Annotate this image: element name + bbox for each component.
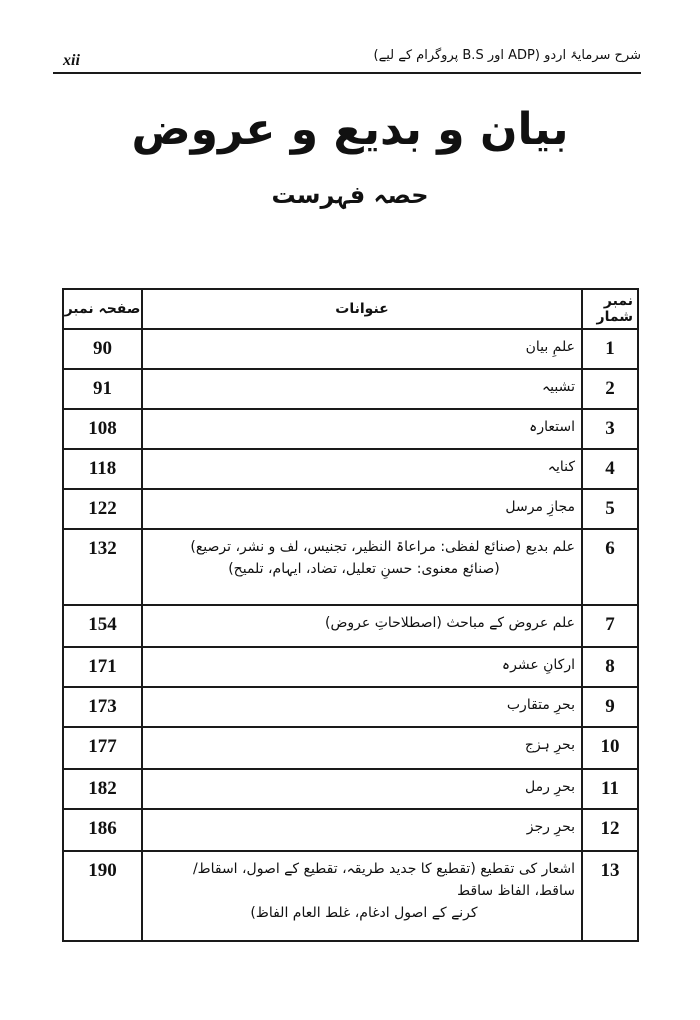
table-row xyxy=(63,727,638,769)
page-number-cell: 91 xyxy=(63,369,142,409)
table-row xyxy=(63,409,638,449)
topic-title: ارکانِ عشرہ xyxy=(501,657,575,673)
topic-cell xyxy=(142,687,582,727)
serial-number: 4 xyxy=(582,449,638,489)
topic-cell xyxy=(142,369,582,409)
table-row xyxy=(63,449,638,489)
serial-number: 3 xyxy=(582,409,638,449)
topic-cell xyxy=(142,605,582,647)
table-row xyxy=(63,851,638,941)
table-row xyxy=(63,329,638,369)
topic-cell xyxy=(142,449,582,489)
page-number-cell: 190 xyxy=(63,851,142,941)
topic-title: علم بدیع (صنائع لفظی: مراعاۃ النظیر، تجنیس، لف و نشر، ترصیع) xyxy=(190,539,575,555)
topic-title: علمِ بیان xyxy=(525,339,575,355)
topic-title: مجازِ مرسل xyxy=(505,499,575,515)
table-row xyxy=(63,769,638,809)
page-number-cell: 118 xyxy=(63,449,142,489)
serial-number: 8 xyxy=(582,647,638,687)
topic-subline: (صنائع معنوی: حسنِ تعلیل، تضاد، ایہام، تلمیح) xyxy=(228,561,500,577)
table-header-row xyxy=(63,289,638,329)
page-number-cell: 177 xyxy=(63,727,142,769)
topic-cell xyxy=(142,529,582,605)
topic-cell xyxy=(142,809,582,851)
topic-cell xyxy=(142,851,582,941)
topic-cell xyxy=(142,489,582,529)
topic-title: کنایہ xyxy=(547,459,575,475)
page-number-cell: 186 xyxy=(63,809,142,851)
topic-title: بحرِ رمل xyxy=(525,779,575,795)
page-number-cell: 171 xyxy=(63,647,142,687)
serial-number: 6 xyxy=(582,529,638,605)
column-header-topics: عنوانات xyxy=(142,289,582,329)
topic-title: تشبیہ xyxy=(541,379,575,395)
table-row xyxy=(63,605,638,647)
table-body xyxy=(63,329,638,941)
table-of-contents xyxy=(62,288,639,942)
serial-number: 10 xyxy=(582,727,638,769)
table-row xyxy=(63,529,638,605)
book-title: بیان و بدیع و عروض xyxy=(131,104,569,155)
section-title: حصہ فہرست xyxy=(271,181,429,209)
table-row xyxy=(63,647,638,687)
topic-subline: کرنے کے اصول ادغام، غلط العام الفاظ) xyxy=(250,905,478,921)
page-number-cell: 173 xyxy=(63,687,142,727)
page-number-cell: 182 xyxy=(63,769,142,809)
table-row xyxy=(63,687,638,727)
topic-title: بحرِ متقارب xyxy=(506,697,575,713)
serial-number: 5 xyxy=(582,489,638,529)
serial-number: 13 xyxy=(582,851,638,941)
serial-number: 7 xyxy=(582,605,638,647)
serial-number: 9 xyxy=(582,687,638,727)
topic-cell xyxy=(142,329,582,369)
topic-title: بحرِ ہزج xyxy=(524,737,575,753)
page-header xyxy=(53,44,641,74)
page-number-cell: 154 xyxy=(63,605,142,647)
topic-cell xyxy=(142,409,582,449)
page-number-cell: 90 xyxy=(63,329,142,369)
serial-number: 1 xyxy=(582,329,638,369)
column-header-page: صفحہ نمبر xyxy=(63,289,142,329)
table-row xyxy=(63,809,638,851)
topic-title: استعارہ xyxy=(529,419,575,435)
page-number-cell: 122 xyxy=(63,489,142,529)
topic-cell xyxy=(142,647,582,687)
topic-cell xyxy=(142,769,582,809)
serial-number: 11 xyxy=(582,769,638,809)
table-row xyxy=(63,369,638,409)
page-number-cell: 108 xyxy=(63,409,142,449)
page-number-cell: 132 xyxy=(63,529,142,605)
topic-title: اشعار کی تقطیع (تقطیع کا جدید طریقہ، تقطیع کے اصول، اسقاط/ساقط، الفاظ ساقط xyxy=(192,861,575,899)
table-row xyxy=(63,489,638,529)
serial-number: 12 xyxy=(582,809,638,851)
page-number: xii xyxy=(63,52,80,69)
topic-cell xyxy=(142,727,582,769)
serial-number: 2 xyxy=(582,369,638,409)
topic-title: علم عروض کے مباحث (اصطلاحاتِ عروض) xyxy=(325,615,575,631)
column-header-serial: نمبر شمار xyxy=(582,289,638,329)
topic-title: بحرِ رجز xyxy=(526,819,575,835)
running-title: شرح سرمایۂ اردو (ADP اور B.S پروگرام کے لیے) xyxy=(373,48,641,63)
